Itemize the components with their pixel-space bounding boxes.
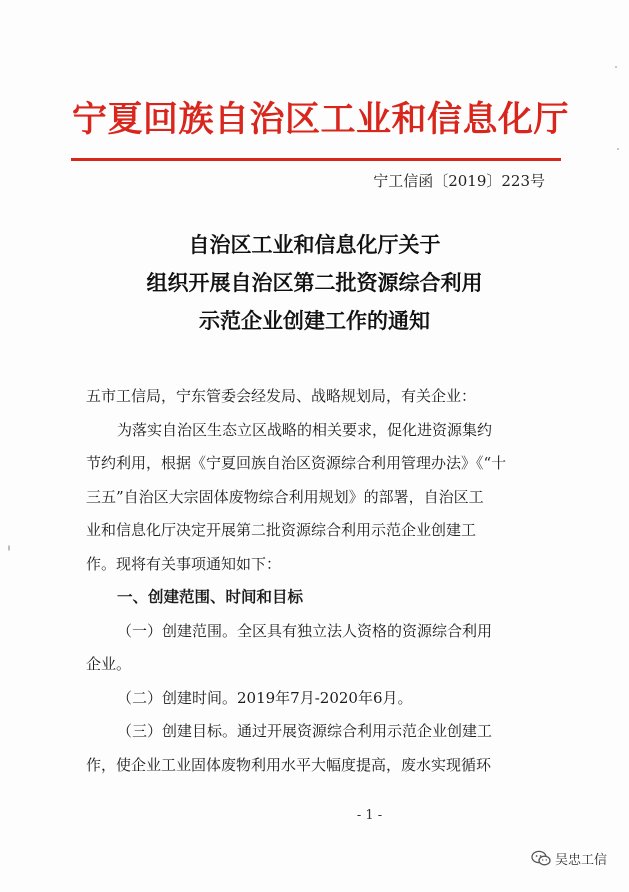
- paragraph-line: 业和信息化厅决定开展第二批资源综合利用示范企业创建工: [86, 521, 477, 539]
- paragraph-line: 作。现将有关事项通知如下：: [86, 554, 282, 573]
- paragraph-line: （一）创建范围。全区具有独立法人资格的资源综合利用: [117, 621, 493, 640]
- letterhead-title: 宁夏回族自治区工业和信息化厅: [72, 100, 570, 140]
- page-number: - 1 -: [356, 808, 383, 823]
- wechat-icon: [531, 850, 551, 867]
- paragraph-line: （二）创建时间。2019年7月-2020年6月。: [117, 688, 413, 707]
- title-line: 示范企业创建工作的通知: [199, 309, 430, 333]
- paragraph-line: 三五”自治区大宗固体废物综合利用规划》的部署，自治区工: [86, 487, 484, 506]
- letterhead-rule: [71, 158, 561, 161]
- scan-speck: [615, 66, 617, 68]
- scan-speck: [617, 148, 619, 150]
- paragraph-line: 节约利用，根据《宁夏回族自治区资源综合利用管理办法》《“十: [86, 454, 507, 472]
- title-line: 自治区工业和信息化厅关于: [188, 233, 441, 257]
- document-body: [86, 380, 556, 782]
- scan-speck: [8, 545, 10, 551]
- title-line: 组织开展自治区第二批资源综合利用: [146, 271, 483, 295]
- paragraph-line: （三）创建目标。通过开展资源综合利用示范企业创建工: [117, 722, 493, 740]
- section-heading: 一、创建范围、时间和目标: [117, 588, 304, 606]
- paragraph-line: 企业。: [86, 655, 132, 673]
- document-title: [60, 226, 569, 340]
- account-watermark: [531, 849, 607, 868]
- watermark-label: 吴忠工信: [554, 853, 607, 868]
- paragraph-line: 为落实自治区生态立区战略的相关要求，促化进资源集约: [117, 420, 493, 439]
- document-number: 宁工信函〔2019〕223号: [373, 172, 545, 190]
- salutation: 五市工信局，宁东管委会经发局、战略规划局，有关企业：: [86, 387, 477, 405]
- paragraph-line: 作，使企业工业固体废物利用水平大幅度提高，废水实现循环: [86, 755, 492, 774]
